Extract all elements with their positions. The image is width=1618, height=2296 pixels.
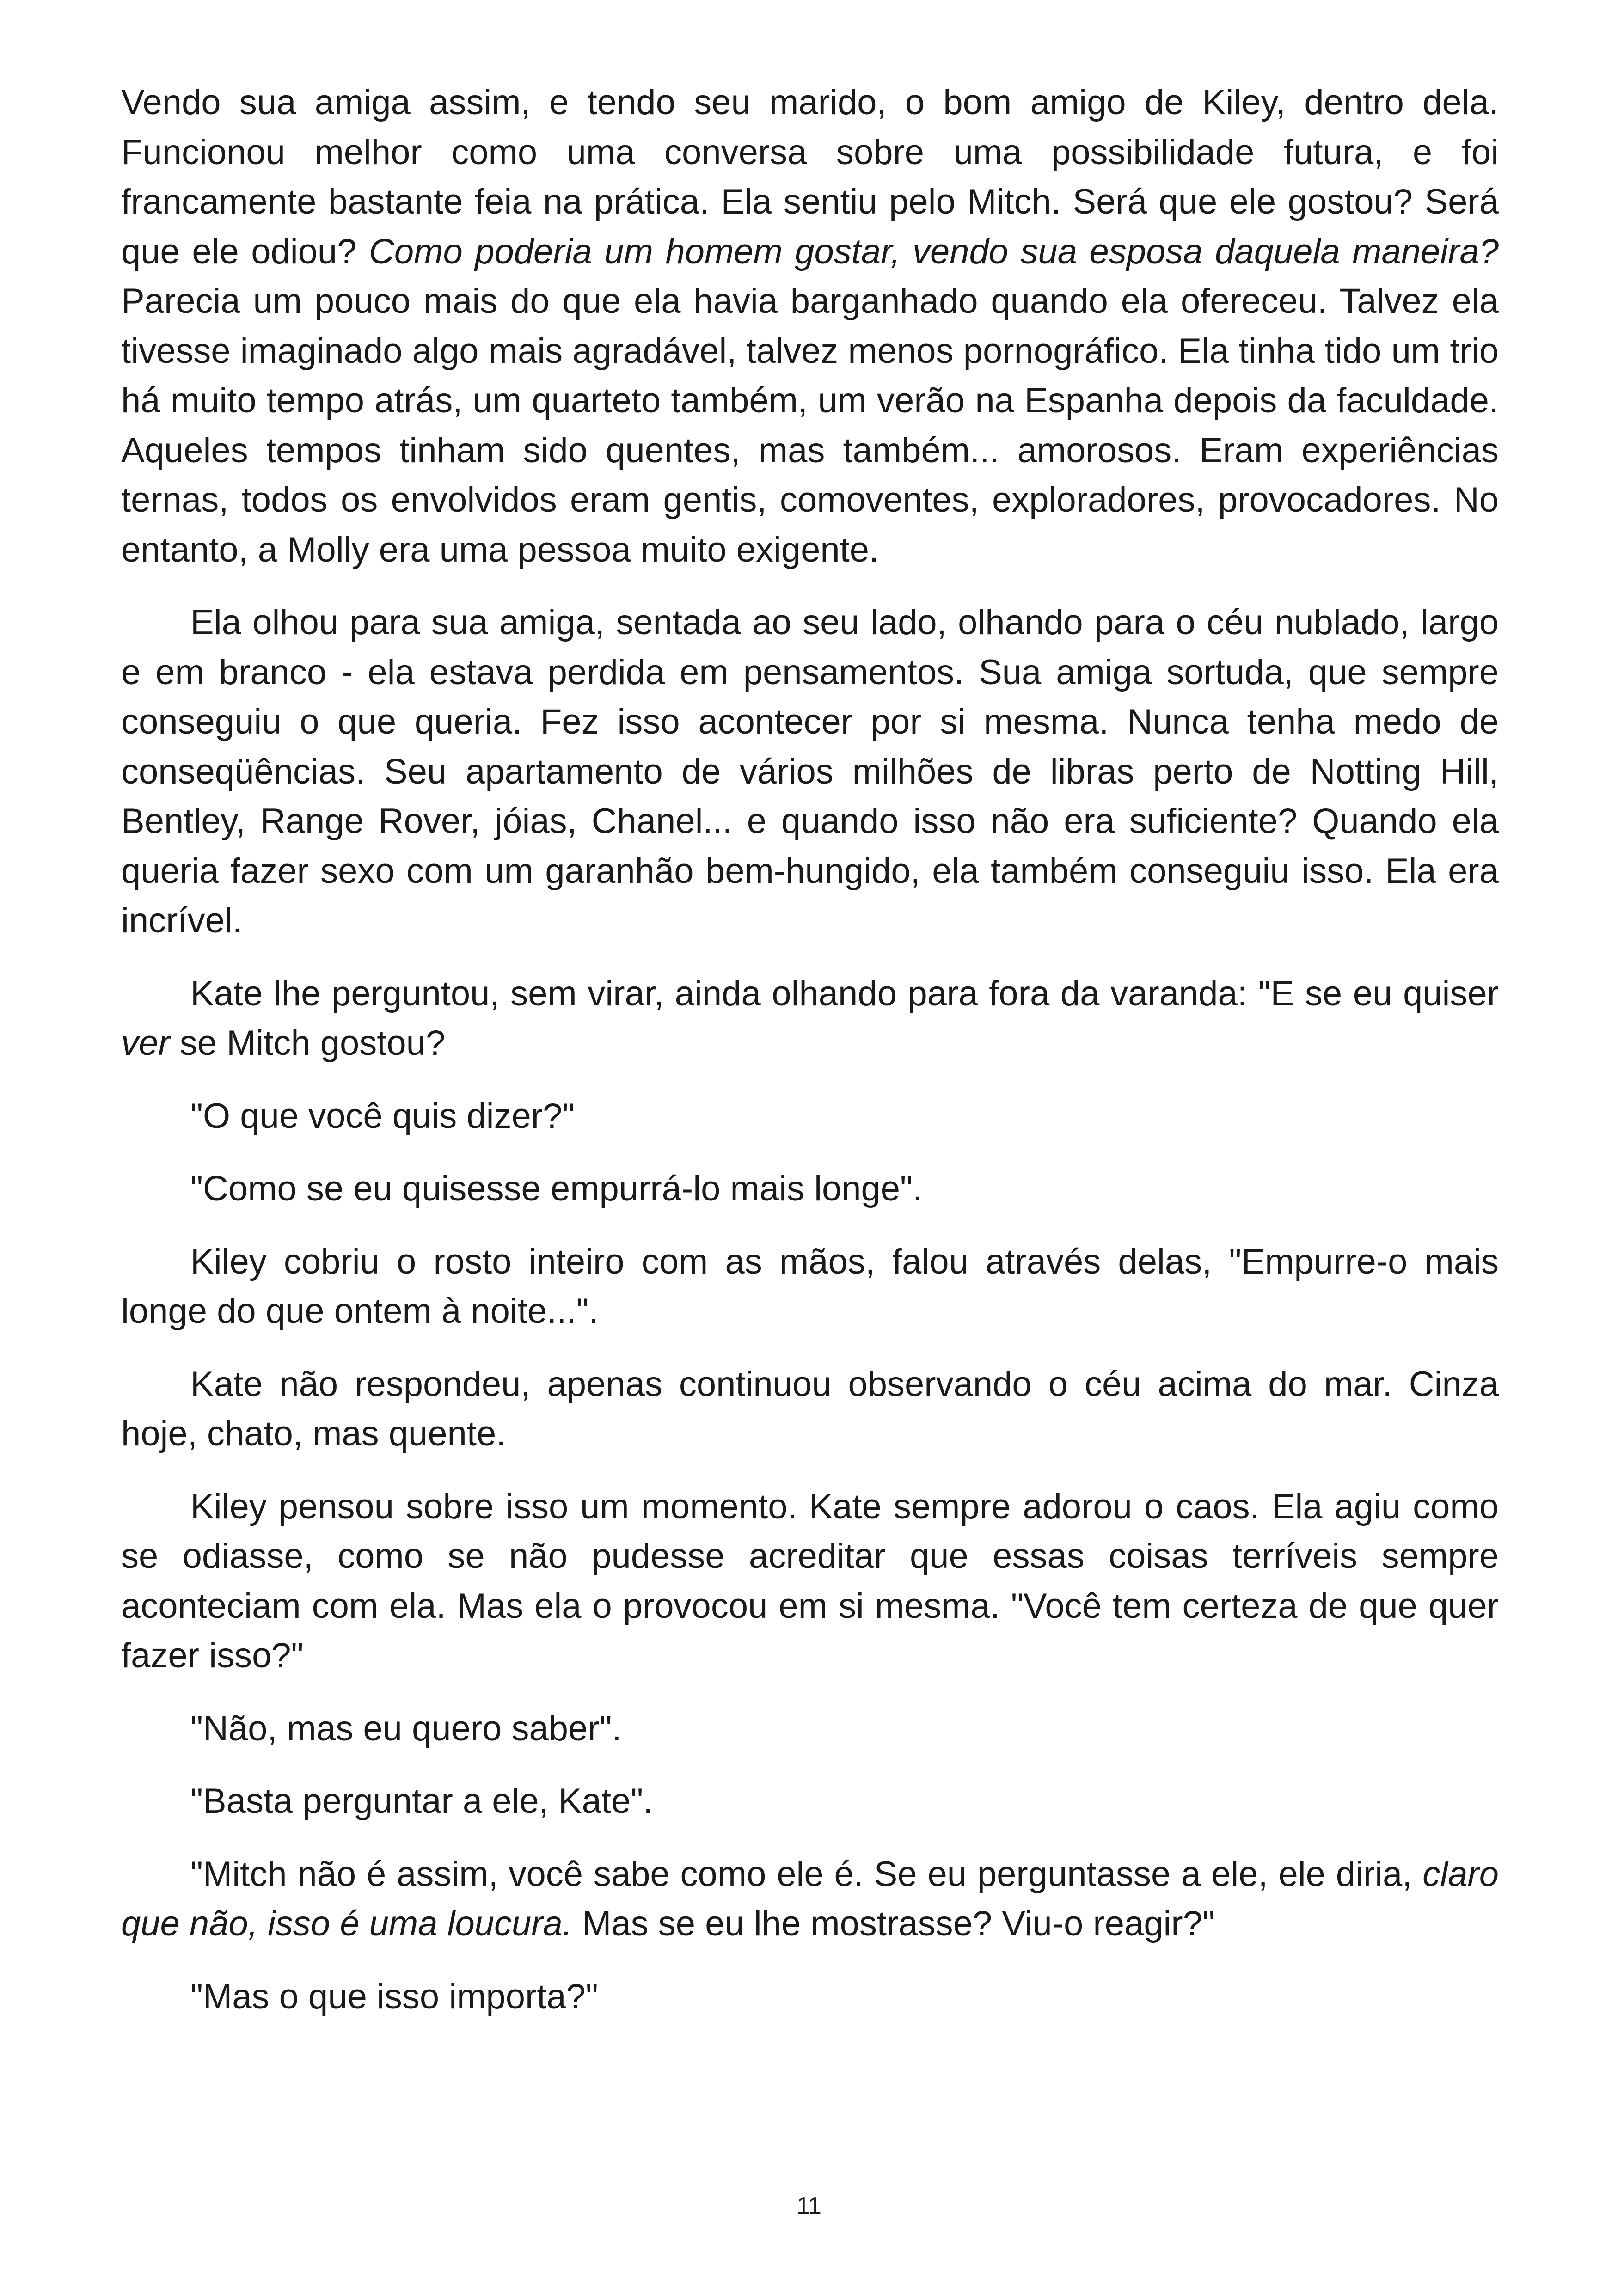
paragraph-11 <box>121 1849 1499 1949</box>
italic-segment: ver <box>121 1023 170 1063</box>
paragraph-10 <box>121 1776 1499 1826</box>
text-segment: se Mitch gostou? <box>170 1023 446 1063</box>
page-number: 11 <box>797 2192 821 2219</box>
text-segment: Parecia um pouco mais do que ela havia barganhado quando ela ofereceu. Talvez ela tivesse imaginado algo mais agradável, talvez menos pornográfico. Ela tinha tido um trio há muito tempo atrás, um quarteto também, um verão na Espanha depois da faculdade. Aqueles tempos tinham sido quentes, mas também... amorosos. Eram experiências ternas, todos os envolvidos eram gentis, comoventes, exploradores, provocadores. No entanto, a Molly era uma pessoa muito exigente. <box>121 282 1499 569</box>
text-segment: "Não, mas eu quero saber". <box>190 1708 622 1748</box>
paragraph-12 <box>121 1972 1499 2022</box>
paragraph-9 <box>121 1704 1499 1754</box>
text-segment: "O que você quis dizer?" <box>190 1096 575 1136</box>
text-segment: "Mitch não é assim, você sabe como ele é. Se eu perguntasse a ele, ele diria, <box>190 1854 1423 1894</box>
page-body <box>121 78 1499 2045</box>
paragraph-2 <box>121 598 1499 946</box>
text-segment: Kiley cobriu o rosto inteiro com as mãos, falou através delas, "Empurre-o mais longe do que ontem à noite...". <box>121 1242 1499 1331</box>
italic-segment: Como poderia um homem gostar, vendo sua esposa daquela maneira? <box>368 232 1499 271</box>
text-segment: Mas se eu lhe mostrasse? Viu-o reagir?" <box>572 1904 1215 1943</box>
italic-segment: claro que não, isso é uma loucura. <box>121 1854 1499 1943</box>
text-segment: Vendo sua amiga assim, e tendo seu marido, o bom amigo de Kiley, dentro dela. Funcionou melhor como uma conversa sobre uma possibilidade futura, e foi francamente bastante feia na prática. Ela sentiu pelo Mitch. Será que ele gostou? Será que ele odiou? <box>121 83 1499 271</box>
paragraph-6 <box>121 1237 1499 1336</box>
paragraph-7 <box>121 1359 1499 1459</box>
paragraph-5 <box>121 1164 1499 1214</box>
paragraph-4 <box>121 1091 1499 1141</box>
text-segment: "Mas o que isso importa?" <box>190 1977 598 2016</box>
paragraph-8 <box>121 1482 1499 1681</box>
text-segment: Ela olhou para sua amiga, sentada ao seu lado, olhando para o céu nublado, largo e em branco - ela estava perdida em pensamentos. Sua amiga sortuda, que sempre conseguiu o que queria. Fez isso acontecer por si mesma. Nunca tenha medo de conseqüências. Seu apartamento de vários milhões de libras perto de Notting Hill, Bentley, Range Rover, jóias, Chanel... e quando isso não era suficiente? Quando ela queria fazer sexo com um garanhão bem-hungido, ela também conseguiu isso. Ela era incrível. <box>121 603 1499 940</box>
text-segment: Kate lhe perguntou, sem virar, ainda olhando para fora da varanda: "E se eu quiser <box>190 974 1499 1013</box>
paragraph-1 <box>121 78 1499 575</box>
text-segment: Kate não respondeu, apenas continuou observando o céu acima do mar. Cinza hoje, chato, mas quente. <box>121 1364 1499 1453</box>
text-segment: "Como se eu quisesse empurrá-lo mais longe". <box>190 1169 923 1208</box>
text-segment: "Basta perguntar a ele, Kate". <box>190 1782 653 1821</box>
text-segment: Kiley pensou sobre isso um momento. Kate sempre adorou o caos. Ela agiu como se odiasse, como se não pudesse acreditar que essas coisas terríveis sempre aconteciam com ela. Mas ela o provocou em si mesma. "Você tem certeza de que quer fazer isso?" <box>121 1487 1499 1675</box>
paragraph-3 <box>121 969 1499 1068</box>
